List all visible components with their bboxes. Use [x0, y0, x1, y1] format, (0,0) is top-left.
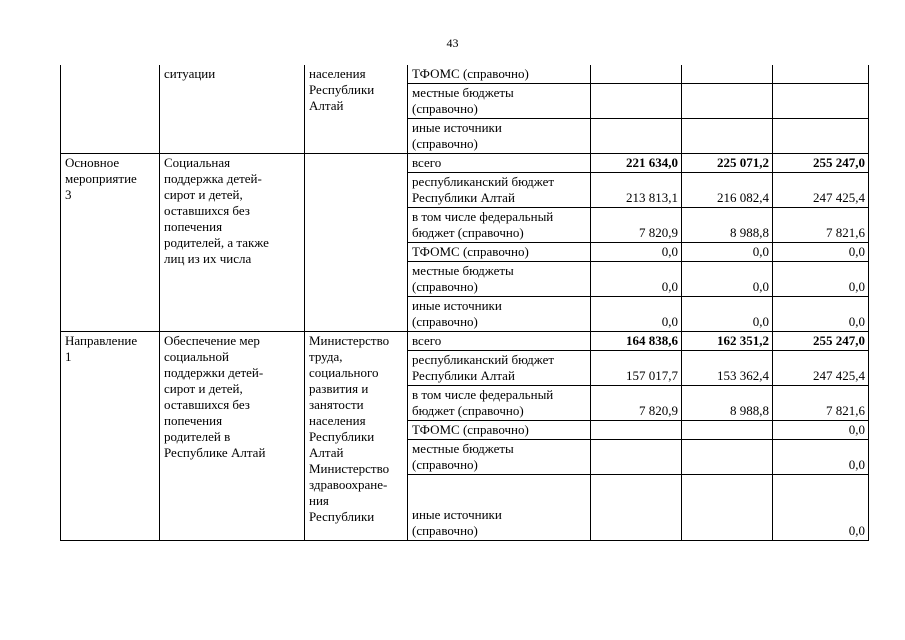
value-cell — [682, 421, 773, 440]
value-cell: 0,0 — [773, 475, 869, 541]
value-cell: 0,0 — [773, 243, 869, 262]
block2-executor: Министерство труда, социального развития и занятости населения Республики Алтай Министерство здравоохране- ния Республики — [305, 332, 408, 541]
value-cell: 255 247,0 — [773, 154, 869, 173]
value-cell: 221 634,0 — [591, 154, 682, 173]
block1-measure: Социальная поддержка детей- сирот и детей, оставшихся без попечения родителей, а также лиц из их числа — [160, 154, 305, 332]
source-cell: в том числе федеральный бюджет (справочно) — [408, 386, 591, 421]
value-cell: 153 362,4 — [682, 351, 773, 386]
table-row — [61, 154, 869, 173]
value-cell: 0,0 — [591, 243, 682, 262]
source-cell: республиканский бюджет Республики Алтай — [408, 351, 591, 386]
value-cell: 7 821,6 — [773, 386, 869, 421]
value-cell: 0,0 — [591, 297, 682, 332]
block0-col1 — [61, 65, 160, 154]
value-cell: 0,0 — [682, 297, 773, 332]
source-cell: иные источники (справочно) — [408, 475, 591, 541]
block2-type: Направление 1 — [61, 332, 160, 541]
value-cell: 7 820,9 — [591, 208, 682, 243]
value-cell — [682, 119, 773, 154]
block0-executor: населения Республики Алтай — [305, 65, 408, 154]
source-cell: республиканский бюджет Республики Алтай — [408, 173, 591, 208]
block2-measure: Обеспечение мер социальной поддержки детей- сирот и детей, оставшихся без попечения родителей в Республике Алтай — [160, 332, 305, 541]
source-cell: в том числе федеральный бюджет (справочно) — [408, 208, 591, 243]
value-cell: 0,0 — [773, 421, 869, 440]
value-cell: 164 838,6 — [591, 332, 682, 351]
value-cell — [591, 440, 682, 475]
value-cell: 216 082,4 — [682, 173, 773, 208]
source-cell: ТФОМС (справочно) — [408, 243, 591, 262]
source-cell: местные бюджеты (справочно) — [408, 262, 591, 297]
value-cell — [773, 119, 869, 154]
value-cell: 213 813,1 — [591, 173, 682, 208]
value-cell: 0,0 — [591, 262, 682, 297]
value-cell: 0,0 — [682, 243, 773, 262]
source-cell: иные источники (справочно) — [408, 297, 591, 332]
page-number: 43 — [446, 36, 459, 50]
table-row — [61, 65, 869, 84]
value-cell: 247 425,4 — [773, 173, 869, 208]
value-cell — [591, 84, 682, 119]
source-cell: иные источники (справочно) — [408, 119, 591, 154]
value-cell — [591, 119, 682, 154]
value-cell: 7 821,6 — [773, 208, 869, 243]
value-cell — [591, 475, 682, 541]
value-cell — [591, 65, 682, 84]
value-cell: 162 351,2 — [682, 332, 773, 351]
block1-executor — [305, 154, 408, 332]
block0-measure: ситуации — [160, 65, 305, 154]
value-cell: 8 988,8 — [682, 208, 773, 243]
value-cell — [682, 65, 773, 84]
value-cell: 225 071,2 — [682, 154, 773, 173]
value-cell: 7 820,9 — [591, 386, 682, 421]
value-cell: 0,0 — [773, 297, 869, 332]
value-cell — [682, 440, 773, 475]
value-cell: 247 425,4 — [773, 351, 869, 386]
value-cell — [773, 65, 869, 84]
block1-type: Основное мероприятие 3 — [61, 154, 160, 332]
source-cell: местные бюджеты (справочно) — [408, 84, 591, 119]
value-cell — [682, 84, 773, 119]
source-cell: ТФОМС (справочно) — [408, 65, 591, 84]
value-cell: 0,0 — [773, 262, 869, 297]
value-cell — [591, 421, 682, 440]
value-cell — [682, 475, 773, 541]
source-cell: всего — [408, 154, 591, 173]
value-cell: 255 247,0 — [773, 332, 869, 351]
table-row — [61, 332, 869, 351]
source-cell: местные бюджеты (справочно) — [408, 440, 591, 475]
source-cell: ТФОМС (справочно) — [408, 421, 591, 440]
value-cell — [773, 84, 869, 119]
source-cell: всего — [408, 332, 591, 351]
value-cell: 0,0 — [682, 262, 773, 297]
value-cell: 157 017,7 — [591, 351, 682, 386]
value-cell: 8 988,8 — [682, 386, 773, 421]
value-cell: 0,0 — [773, 440, 869, 475]
funding-table — [60, 65, 869, 541]
